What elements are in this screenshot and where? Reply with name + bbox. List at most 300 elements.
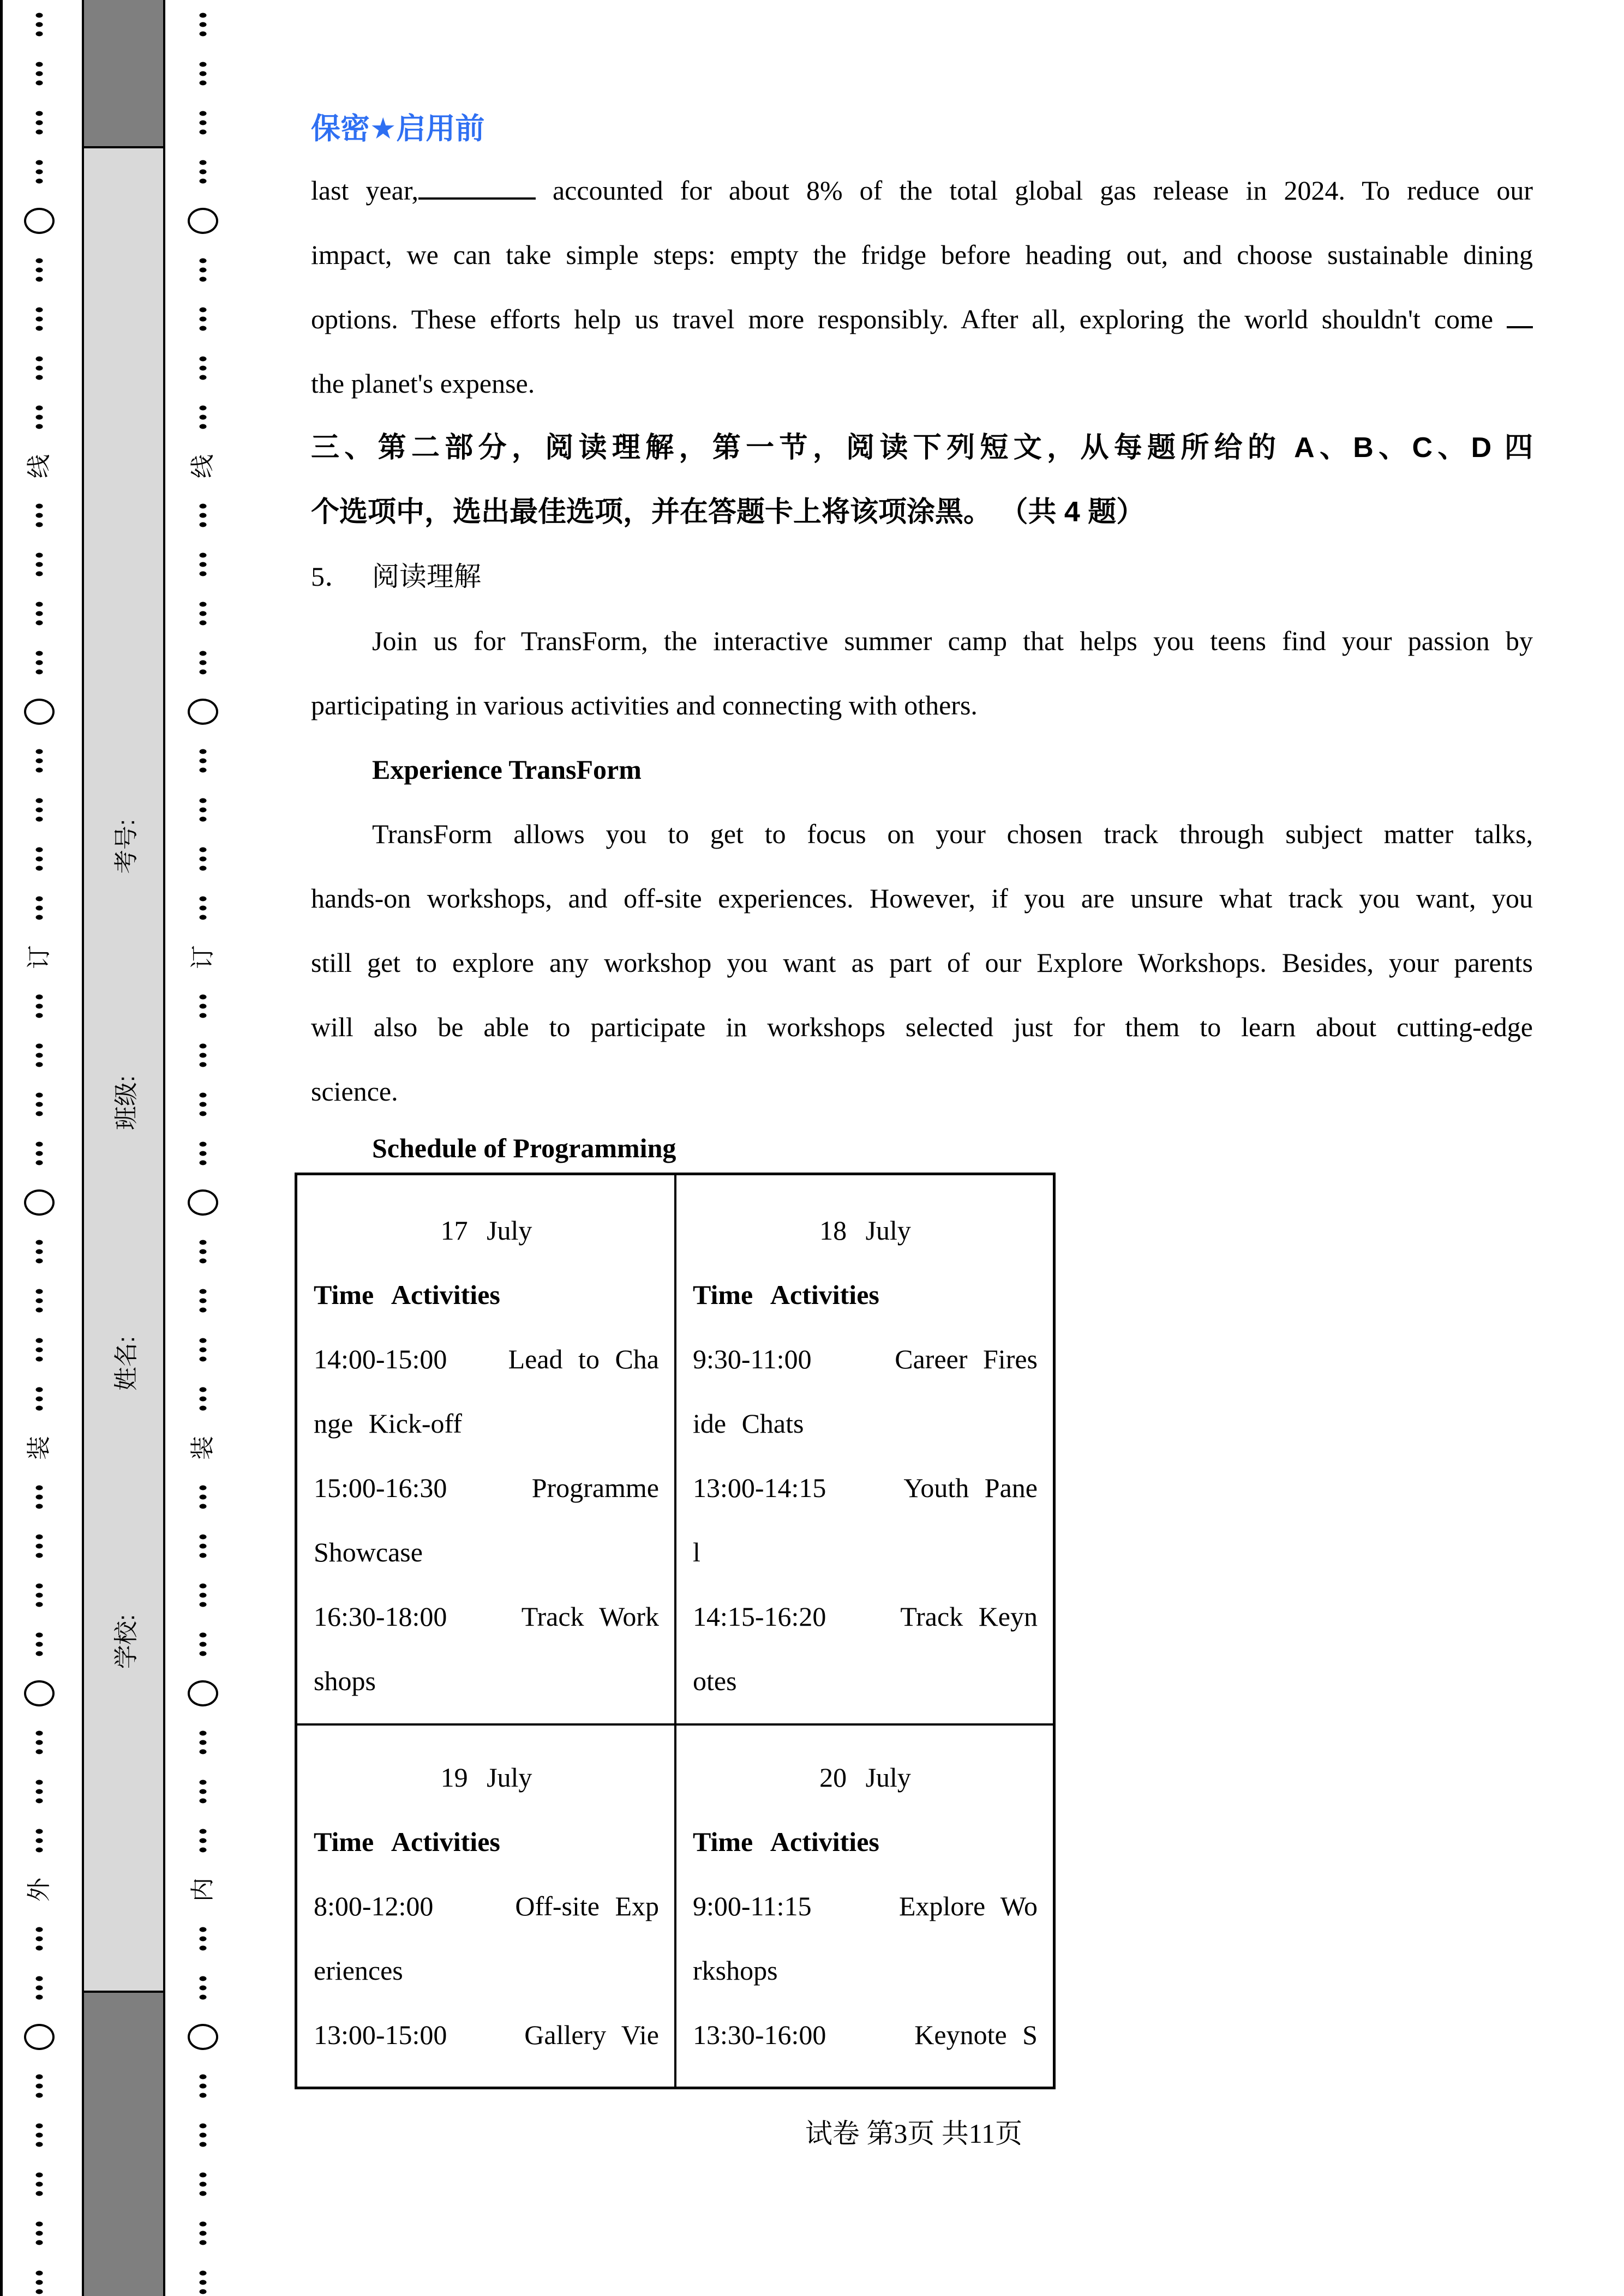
- binding-dot: [200, 1259, 207, 1264]
- binding-dot: [200, 1976, 207, 1981]
- binding-dot: [200, 1789, 207, 1794]
- binding-dot: [36, 2093, 43, 2098]
- binding-dot: [200, 670, 207, 675]
- binding-dot: [200, 62, 207, 67]
- binding-dot: [200, 1004, 207, 1009]
- binding-dot: [36, 2182, 43, 2187]
- page-left-edge: [0, 0, 3, 2296]
- binding-dot: [36, 1584, 43, 1589]
- activity-text: l: [693, 1537, 700, 1567]
- binding-dot: [200, 1062, 207, 1067]
- binding-dot: [200, 1740, 207, 1745]
- binding-dot: [36, 1053, 43, 1058]
- binding-dot: [200, 121, 207, 125]
- binding-dot: [36, 621, 43, 626]
- binding-dot: [200, 1829, 207, 1834]
- body-line: Join us for TransForm, the interactive summer camp that helps you teens find your passion by: [372, 626, 1533, 656]
- binding-dot: [36, 1486, 43, 1490]
- binding-dot: [36, 1338, 43, 1343]
- binding-dot: [36, 81, 43, 86]
- binding-dot: [36, 768, 43, 773]
- time-text: 9:30-11:00: [693, 1344, 812, 1374]
- schedule-line-continuation: [314, 1520, 659, 1584]
- body-line: will also be able to participate in workshops selected just for them to learn about cutting-edge: [311, 1012, 1533, 1042]
- binding-dot: [36, 1976, 43, 1981]
- table-row: [297, 1175, 1053, 1726]
- binding-circle: [24, 1189, 55, 1216]
- activity-text: Track Keyn: [900, 1601, 1038, 1632]
- binding-circle: [188, 1680, 218, 1706]
- activity-text: Youth Pane: [903, 1472, 1038, 1503]
- binding-dot: [200, 2182, 207, 2187]
- binding-dot: [36, 749, 43, 754]
- binding-dot: [36, 759, 43, 764]
- binding-dot: [200, 522, 207, 527]
- binding-dot: [36, 2173, 43, 2178]
- binding-dot: [36, 857, 43, 862]
- binding-dot: [36, 130, 43, 135]
- binding-dot: [36, 326, 43, 331]
- binding-dot: [200, 22, 207, 27]
- binding-dot: [36, 1249, 43, 1254]
- binding-dot: [36, 1789, 43, 1794]
- schedule-line-continuation: [693, 1391, 1038, 1456]
- body-line: still get to explore any workshop you want as part of our Explore Workshops. Besides, your parents: [311, 947, 1533, 978]
- time-text: 14:00-15:00: [314, 1344, 447, 1374]
- activity-text: Gallery Vie: [524, 2019, 659, 2050]
- binding-dot: [200, 1946, 207, 1951]
- time-text: 13:30-16:00: [693, 2019, 826, 2050]
- binding-dot: [36, 2142, 43, 2147]
- binding-dot: [36, 651, 43, 656]
- binding-dot: [36, 2271, 43, 2276]
- binding-dot: [36, 317, 43, 322]
- binding-dot: [200, 602, 207, 607]
- activity-text: nge Kick-off: [314, 1408, 462, 1439]
- binding-char: 线: [26, 454, 52, 478]
- binding-dot: [200, 1053, 207, 1058]
- question-line: [311, 544, 1533, 609]
- seal-sidebar: [82, 0, 165, 2296]
- binding-dot: [200, 317, 207, 322]
- binding-dot: [36, 1602, 43, 1607]
- binding-dot: [200, 513, 207, 518]
- schedule-line: [693, 1584, 1038, 1649]
- binding-dot: [200, 798, 207, 803]
- binding-dot: [36, 1535, 43, 1540]
- binding-dot: [36, 1750, 43, 1754]
- binding-dot: [200, 2191, 207, 2196]
- schedule-line: [693, 1456, 1038, 1520]
- binding-dot: [36, 513, 43, 518]
- binding-dot: [36, 1633, 43, 1638]
- binding-dot: [36, 1289, 43, 1294]
- binding-dot: [36, 817, 43, 822]
- binding-dot: [36, 1308, 43, 1313]
- binding-circle: [24, 1680, 55, 1706]
- binding-dot: [200, 2124, 207, 2129]
- binding-dot: [36, 1259, 43, 1264]
- binding-dot: [200, 1799, 207, 1804]
- schedule-line: [314, 1584, 659, 1649]
- page-number-footer: 试卷 第3页 共11页: [805, 2118, 1023, 2149]
- binding-dot: [36, 277, 43, 282]
- schedule-line-continuation: [693, 1649, 1038, 1713]
- binding-dot: [36, 660, 43, 665]
- binding-dot: [36, 522, 43, 527]
- binding-dot: [36, 1986, 43, 1991]
- binding-dot: [36, 1161, 43, 1165]
- binding-dot: [200, 1044, 207, 1049]
- binding-dot: [36, 1848, 43, 1853]
- binding-dot: [200, 2133, 207, 2138]
- binding-dot: [36, 670, 43, 675]
- binding-dot: [200, 326, 207, 331]
- class-label: 班级:: [112, 1075, 140, 1131]
- binding-dot: [200, 2280, 207, 2285]
- binding-dot: [36, 1829, 43, 1834]
- binding-dot: [200, 130, 207, 135]
- schedule-line: [314, 1327, 659, 1391]
- binding-dot: [36, 366, 43, 371]
- binding-dot: [200, 504, 207, 509]
- schedule-header: Time Activities: [314, 1279, 500, 1310]
- binding-dot: [36, 995, 43, 1000]
- binding-dot: [200, 2289, 207, 2294]
- binding-dot: [200, 808, 207, 813]
- binding-dot: [36, 71, 43, 76]
- binding-dot: [200, 1111, 207, 1116]
- binding-dot: [36, 375, 43, 380]
- binding-dot: [200, 1544, 207, 1549]
- binding-dot: [36, 611, 43, 616]
- binding-dot: [36, 1151, 43, 1156]
- sidebar-bottom-cap: [84, 1991, 163, 2296]
- binding-dot: [36, 1553, 43, 1558]
- binding-char: 线: [189, 454, 216, 478]
- binding-dot: [36, 1946, 43, 1951]
- binding-dot: [36, 1299, 43, 1303]
- binding-dot: [200, 1750, 207, 1754]
- binding-dot: [36, 2240, 43, 2245]
- binding-dot: [36, 906, 43, 911]
- schedule-line: [314, 2003, 659, 2067]
- binding-dot: [200, 621, 207, 626]
- binding-dot: [200, 2093, 207, 2098]
- binding-dot: [36, 1642, 43, 1647]
- time-text: 9:00-11:15: [693, 1891, 812, 1921]
- table-cell-20-july: [676, 1726, 1053, 2087]
- schedule-line: [693, 1327, 1038, 1391]
- table-title: Schedule of Programming: [372, 1133, 676, 1163]
- binding-dot: [200, 1486, 207, 1490]
- activity-text: Track Work: [521, 1601, 659, 1632]
- binding-dot: [36, 553, 43, 558]
- binding-dot: [36, 1062, 43, 1067]
- binding-dot: [36, 2191, 43, 2196]
- binding-dot: [200, 1995, 207, 2000]
- section-heading-line: 三、第二部分，阅读理解，第一节，阅读下列短文，从每题所给的 A、B、C、D 四: [311, 432, 1533, 464]
- binding-dot: [200, 277, 207, 282]
- body-line: participating in various activities and connecting with others.: [311, 690, 978, 720]
- binding-dot: [200, 1602, 207, 1607]
- binding-dot: [200, 768, 207, 773]
- binding-dot: [36, 179, 43, 184]
- schedule-line-continuation: [314, 1938, 659, 2003]
- binding-dot: [200, 1593, 207, 1598]
- school-label: 学校:: [112, 1614, 140, 1669]
- binding-dot: [36, 268, 43, 273]
- binding-circle: [188, 699, 218, 725]
- time-text: 15:00-16:30: [314, 1472, 447, 1503]
- binding-dot: [36, 1013, 43, 1018]
- binding-dot: [36, 424, 43, 429]
- binding-char: 订: [189, 945, 216, 969]
- activity-text: Showcase: [314, 1537, 423, 1567]
- binding-dot: [200, 1013, 207, 1018]
- binding-dot: [36, 1651, 43, 1656]
- binding-dot: [200, 1848, 207, 1853]
- time-text: 16:30-18:00: [314, 1601, 447, 1632]
- schedule-header: Time Activities: [693, 1279, 879, 1310]
- binding-dot: [200, 170, 207, 175]
- binding-dot: [200, 1535, 207, 1540]
- activity-text: Off-site Exp: [515, 1891, 659, 1921]
- binding-dot: [36, 2133, 43, 2138]
- binding-dot: [36, 170, 43, 175]
- binding-dot: [200, 1299, 207, 1303]
- binding-dot: [36, 1927, 43, 1932]
- binding-dot: [36, 2289, 43, 2294]
- binding-dot: [200, 375, 207, 380]
- binding-dot: [36, 406, 43, 411]
- exam-number-label: 考号:: [112, 819, 140, 874]
- binding-dot: [36, 1495, 43, 1500]
- binding-dot: [200, 1093, 207, 1098]
- binding-char: 装: [189, 1436, 216, 1460]
- binding-dot: [200, 651, 207, 656]
- body-text: options. These efforts help us travel more responsibly. After all, exploring the world shouldn't come: [311, 304, 1494, 334]
- binding-dot: [36, 32, 43, 37]
- binding-dot: [36, 259, 43, 263]
- binding-dot: [200, 611, 207, 616]
- binding-dot: [36, 2280, 43, 2285]
- binding-dot: [36, 1740, 43, 1745]
- body-line: hands-on workshops, and off-site experiences. However, if you are unsure what track you want, you: [311, 883, 1533, 913]
- name-label: 姓名:: [112, 1336, 140, 1391]
- binding-dot: [200, 897, 207, 901]
- binding-dot: [200, 1780, 207, 1785]
- binding-circle: [188, 208, 218, 234]
- activity-text: Career Fires: [895, 1344, 1038, 1374]
- binding-dot: [200, 71, 207, 76]
- binding-dot: [200, 866, 207, 871]
- binding-dot: [36, 897, 43, 901]
- fill-in-blank: [418, 192, 536, 200]
- binding-dot: [36, 1142, 43, 1147]
- binding-dot: [200, 1651, 207, 1656]
- activity-text: Programme: [531, 1472, 659, 1503]
- binding-dot: [36, 572, 43, 576]
- schedule-line-continuation: [693, 1520, 1038, 1584]
- schedule-table: [295, 1173, 1056, 2089]
- body-line: the planet's expense.: [311, 368, 535, 399]
- binding-dot: [36, 13, 43, 18]
- binding-dot: [36, 2124, 43, 2129]
- binding-dot: [36, 1504, 43, 1509]
- binding-dot: [36, 915, 43, 920]
- body-line: science.: [311, 1076, 398, 1107]
- binding-dot: [36, 798, 43, 803]
- binding-dot: [200, 111, 207, 116]
- binding-dot: [36, 1044, 43, 1049]
- table-row: [297, 1726, 1053, 2087]
- binding-dot: [200, 1308, 207, 1313]
- binding-dot: [36, 1838, 43, 1843]
- question-number: 5．: [311, 561, 352, 592]
- binding-dot: [36, 22, 43, 27]
- binding-dot: [200, 1986, 207, 1991]
- binding-dot: [200, 357, 207, 362]
- binding-dot: [36, 1937, 43, 1942]
- binding-dot: [36, 415, 43, 420]
- binding-char: 内: [189, 1878, 216, 1902]
- binding-char: 装: [26, 1436, 52, 1460]
- binding-dot: [36, 1093, 43, 1098]
- schedule-line-continuation: [693, 1938, 1038, 2003]
- binding-dot: [36, 848, 43, 852]
- fill-in-blank: [1507, 321, 1533, 328]
- subheading-experience: Experience TransForm: [372, 754, 642, 785]
- binding-dot: [200, 1348, 207, 1353]
- binding-dot: [200, 1240, 207, 1245]
- binding-dot: [36, 2084, 43, 2089]
- schedule-line-continuation: [314, 1649, 659, 1713]
- binding-dot: [200, 848, 207, 852]
- activity-text: rkshops: [693, 1955, 778, 1986]
- binding-dot: [200, 660, 207, 665]
- binding-dot: [36, 602, 43, 607]
- body-text: last year,: [311, 175, 418, 206]
- binding-dot: [200, 366, 207, 371]
- binding-dot: [200, 2075, 207, 2079]
- binding-dot: [36, 2231, 43, 2236]
- binding-char: 订: [26, 945, 52, 969]
- binding-char: 外: [26, 1878, 52, 1902]
- binding-circle: [24, 2024, 55, 2050]
- schedule-date: 20 July: [819, 1762, 911, 1793]
- time-text: 8:00-12:00: [314, 1891, 434, 1921]
- binding-dot: [36, 1799, 43, 1804]
- binding-dot: [200, 817, 207, 822]
- binding-dot: [36, 1004, 43, 1009]
- binding-dot: [200, 259, 207, 263]
- schedule-line: [314, 1456, 659, 1520]
- binding-circle: [188, 2024, 218, 2050]
- binding-dot: [200, 1387, 207, 1392]
- binding-dot: [200, 1249, 207, 1254]
- binding-dot: [36, 1780, 43, 1785]
- binding-dot: [200, 1838, 207, 1843]
- activity-text: shops: [314, 1666, 376, 1696]
- binding-dot: [200, 268, 207, 273]
- binding-dot: [200, 1504, 207, 1509]
- binding-dot: [200, 906, 207, 911]
- activity-text: Lead to Cha: [508, 1344, 659, 1374]
- binding-dot: [200, 915, 207, 920]
- confidential-banner: 保密★启用前: [311, 112, 485, 145]
- binding-dot: [200, 81, 207, 86]
- binding-dot: [200, 2173, 207, 2178]
- schedule-date: 18 July: [819, 1215, 911, 1246]
- binding-dot: [36, 2222, 43, 2227]
- schedule-date: 19 July: [440, 1762, 532, 1793]
- sidebar-top-cap: [84, 0, 163, 148]
- binding-circle: [24, 208, 55, 234]
- binding-dot: [36, 357, 43, 362]
- time-text: 13:00-15:00: [314, 2019, 447, 2050]
- schedule-header: Time Activities: [693, 1826, 879, 1857]
- binding-dot: [200, 1642, 207, 1647]
- activity-text: Keynote S: [914, 2019, 1038, 2050]
- binding-dot: [36, 111, 43, 116]
- binding-dot: [200, 1357, 207, 1362]
- binding-dot: [200, 2240, 207, 2245]
- binding-dot: [200, 749, 207, 754]
- table-cell-18-july: [676, 1175, 1053, 1723]
- binding-dot: [36, 1102, 43, 1107]
- activity-text: ide Chats: [693, 1408, 804, 1439]
- binding-dot: [36, 121, 43, 125]
- binding-dot: [36, 504, 43, 509]
- binding-dot: [200, 1584, 207, 1589]
- binding-dot: [200, 1927, 207, 1932]
- binding-dot: [200, 308, 207, 312]
- binding-dot: [200, 1102, 207, 1107]
- binding-dot: [200, 406, 207, 411]
- body-line: TransForm allows you to get to focus on your chosen track through subject matter talks,: [372, 819, 1533, 849]
- binding-dot: [200, 1289, 207, 1294]
- main-content: [295, 0, 1544, 2089]
- schedule-line: [693, 2003, 1038, 2067]
- binding-dot: [200, 995, 207, 1000]
- binding-dot: [200, 1937, 207, 1942]
- activity-text: eriences: [314, 1955, 403, 1986]
- body-line: impact, we can take simple steps: empty the fridge before heading out, and choose sustainable dining: [311, 239, 1533, 270]
- section-heading-line: 个选项中，选出最佳选项，并在答题卡上将该项涂黑。 （共 4 题）: [311, 496, 1145, 528]
- binding-dot: [36, 1348, 43, 1353]
- binding-dot: [200, 1338, 207, 1343]
- binding-dot: [200, 857, 207, 862]
- activity-text: Explore Wo: [898, 1891, 1038, 1921]
- binding-dot: [200, 1495, 207, 1500]
- table-cell-17-july: [297, 1175, 676, 1723]
- schedule-line: [693, 1874, 1038, 1938]
- binding-dot: [200, 1142, 207, 1147]
- activity-text: otes: [693, 1666, 737, 1696]
- binding-dot: [200, 1151, 207, 1156]
- binding-circle: [24, 699, 55, 725]
- binding-dot: [36, 62, 43, 67]
- binding-dot: [36, 562, 43, 567]
- binding-dot: [36, 1397, 43, 1402]
- binding-dot: [200, 1731, 207, 1736]
- binding-dot: [200, 2222, 207, 2227]
- schedule-header: Time Activities: [314, 1826, 500, 1857]
- binding-dot: [36, 1111, 43, 1116]
- time-text: 13:00-14:15: [693, 1472, 826, 1503]
- question-title: 阅读理解: [372, 561, 481, 592]
